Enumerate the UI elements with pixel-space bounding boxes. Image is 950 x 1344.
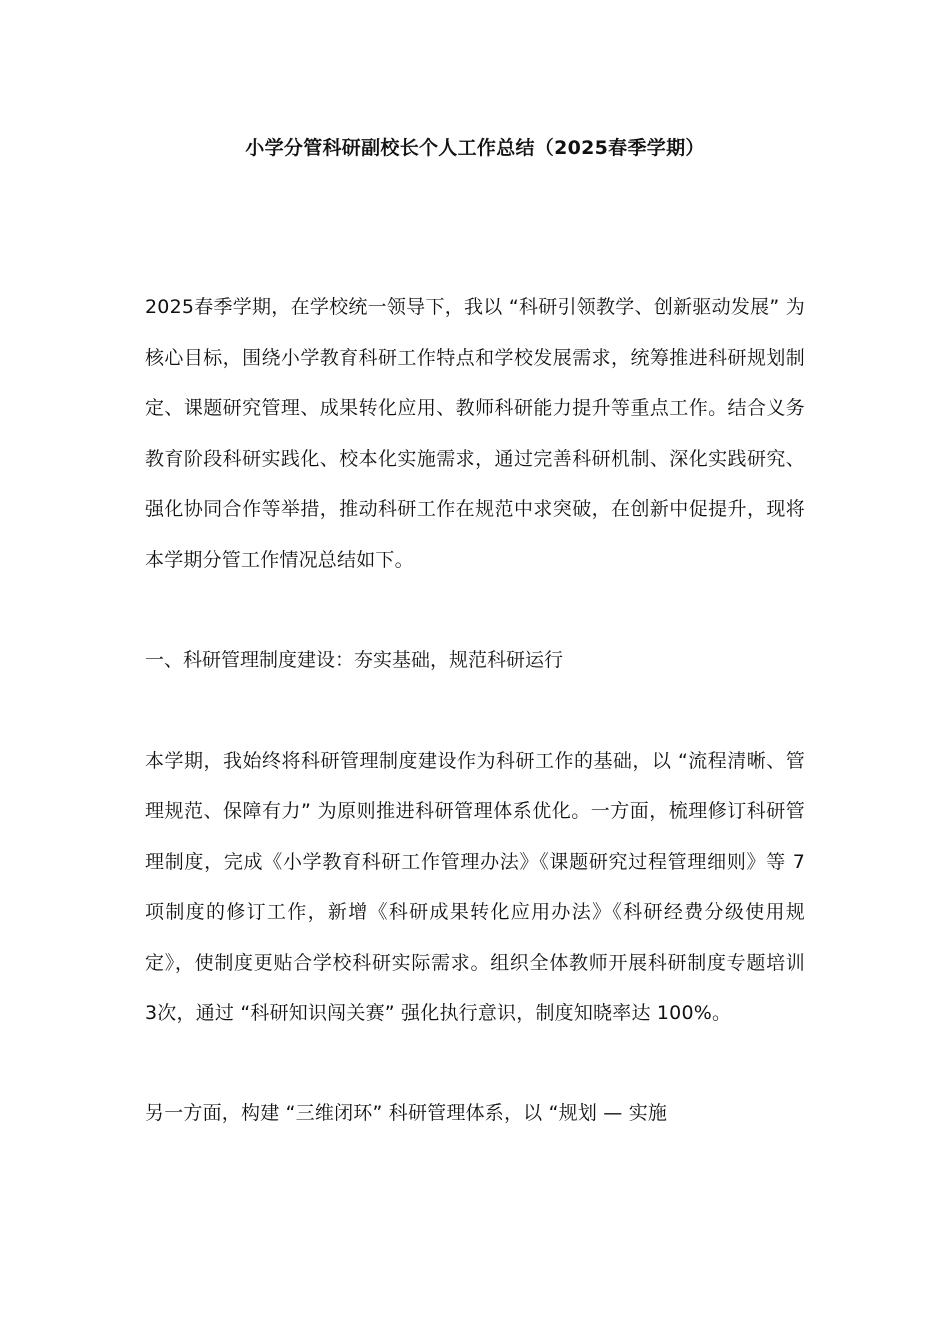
section-1-paragraph-1: 本学期，我始终将科研管理制度建设作为科研工作的基础，以 “流程清晰、管理规范、保障有力” 为原则推进科研管理体系优化。一方面，梳理修订科研管理制度，完成《小学教育科研工作管理办法》《课题研究过程管理细则》等 7项制度的修订工作，新增《科研成果转化应用办法》《科研经费分级使用规定》，使制度更贴合学校科研实际需求。组织全体教师开展科研制度专题培训 3次，通过 “科研知识闯关赛” 强化执行意识，制度知晓率达 100%。 [145,749,805,1024]
intro-paragraph: 2025春季学期，在学校统一领导下，我以 “科研引领教学、创新驱动发展” 为核心目标，围绕小学教育科研工作特点和学校发展需求，统筹推进科研规划制定、课题研究管理、成果转化应用、教师科研能力提升等重点工作。结合义务教育阶段科研实践化、校本化实施需求，通过完善科研机制、深化实践研究、强化协同合作等举措，推动科研工作在规范中求突破，在创新中促提升，现将本学期分管工作情况总结如下。 [145,296,805,571]
document-title: 小学分管科研副校长个人工作总结（2025春季学期） [245,137,705,159]
section-1-paragraph-2: 另一方面，构建 “三维闭环” 科研管理体系，以 “规划 — 实施 [145,1101,668,1124]
document-body [145,282,805,1138]
section-heading-1: 一、科研管理制度建设：夯实基础，规范科研运行 [145,649,564,671]
